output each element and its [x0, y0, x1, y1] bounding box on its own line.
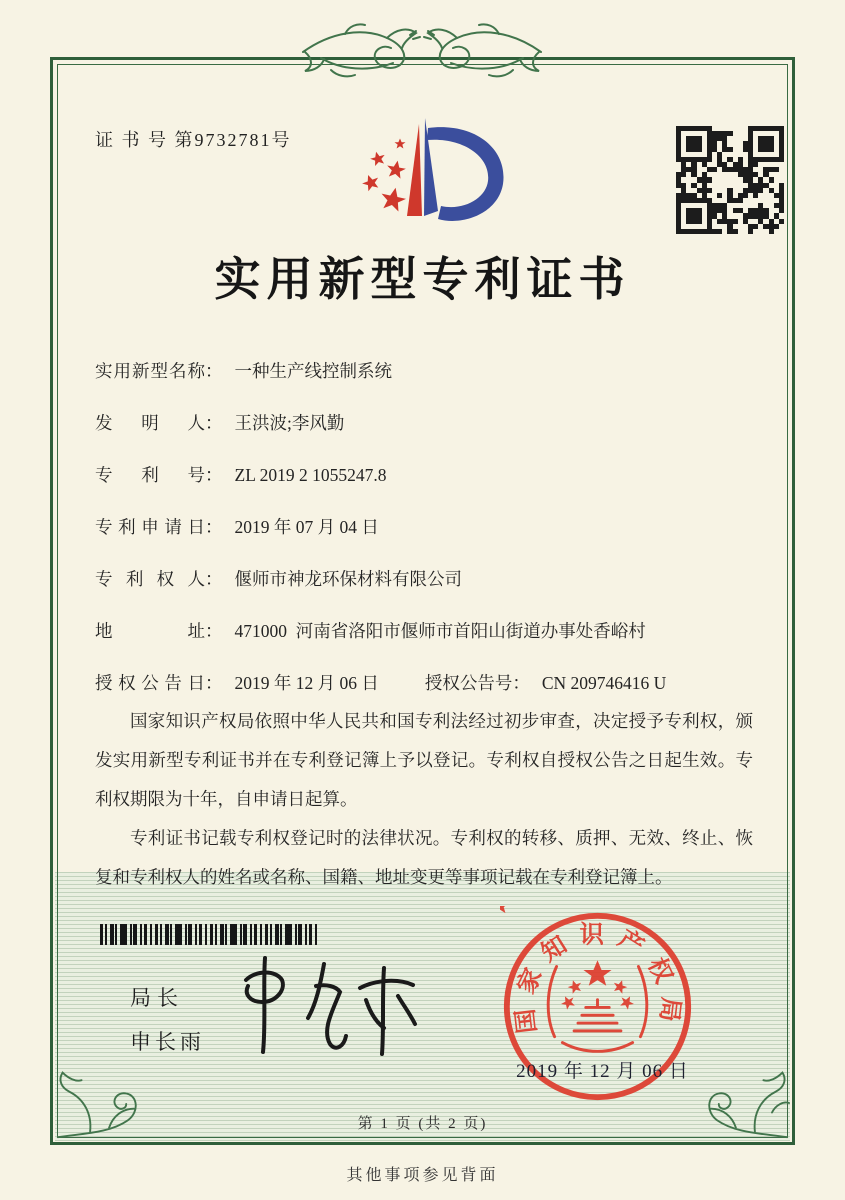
- back-side-note: 其他事项参见背面: [346, 1167, 499, 1184]
- corner-flourish-icon: [54, 1046, 149, 1141]
- colon: ：: [205, 569, 223, 589]
- director-name: 申长雨: [130, 1030, 205, 1054]
- field-row-name: [95, 358, 392, 383]
- grant-number-value: CN 209746416 U: [541, 673, 667, 693]
- field-label: 专利权人: [95, 569, 205, 589]
- field-value: 2019 年 07 月 04 日: [234, 517, 379, 537]
- barcode: [100, 924, 318, 945]
- seal-text: 国家知识产权局: [510, 921, 685, 1035]
- field-value: 2019 年 12 月 06 日: [234, 673, 379, 693]
- field-value: 一种生产线控制系统: [234, 361, 392, 381]
- colon: ：: [205, 361, 223, 381]
- field-label: 地址: [95, 621, 205, 641]
- field-label: 专利申请日: [95, 517, 205, 537]
- colon: ：: [512, 673, 530, 693]
- field-row-inventor: [95, 410, 344, 435]
- field-label: 发明人: [95, 413, 205, 433]
- colon: ：: [205, 465, 223, 485]
- field-row-grant-date: [95, 670, 666, 695]
- dragon-ornament-icon: [297, 12, 547, 84]
- field-row-patent-no: [95, 462, 386, 487]
- qr-code: [676, 126, 784, 234]
- field-label: 授权公告日: [95, 673, 205, 693]
- field-label: 实用新型名称: [95, 361, 205, 381]
- field-value: ZL 2019 2 1055247.8: [234, 465, 387, 485]
- legal-paragraph-1: 国家知识产权局依照中华人民共和国专利法经过初步审查，决定授予专利权，颁发实用新型专利证书并在专利登记簿上予以登记。专利权自授权公告之日起生效。专利权期限为十年，自申请日起算。: [95, 711, 753, 809]
- legal-paragraph-2: 专利证书记载专利权登记时的法律状况。专利权的转移、质押、无效、终止、恢复和专利权人的姓名或名称、国籍、地址变更等事项记载在专利登记簿上。: [95, 828, 753, 887]
- director-title-label: 局长: [130, 986, 184, 1010]
- certificate-number: 证 书 号 第9732781号: [95, 130, 292, 150]
- field-label: 专利号: [95, 465, 205, 485]
- colon: ：: [205, 673, 223, 693]
- seal-date: 2019 年 12 月 06 日: [516, 1061, 689, 1082]
- corner-flourish-icon: [696, 1046, 791, 1141]
- field-value: 王洪波;李风勤: [234, 413, 345, 433]
- legal-text: [95, 702, 753, 897]
- colon: ：: [205, 413, 223, 433]
- page-number: 第 1 页 (共 2 页): [357, 1116, 488, 1132]
- field-value: 偃师市神龙环保材料有限公司: [234, 569, 462, 589]
- colon: ：: [205, 621, 223, 641]
- field-value: 471000 河南省洛阳市偃师市首阳山街道办事处香峪村: [234, 621, 646, 641]
- director-signature: [232, 946, 422, 1064]
- certificate-title: 实用新型专利证书: [214, 254, 631, 305]
- cnipa-logo-icon: [342, 104, 522, 239]
- grant-number-label: 授权公告号: [424, 673, 513, 693]
- colon: ：: [205, 517, 223, 537]
- field-row-filing-date: [95, 514, 379, 539]
- field-row-patentee: [95, 566, 462, 591]
- field-row-address: [95, 618, 646, 643]
